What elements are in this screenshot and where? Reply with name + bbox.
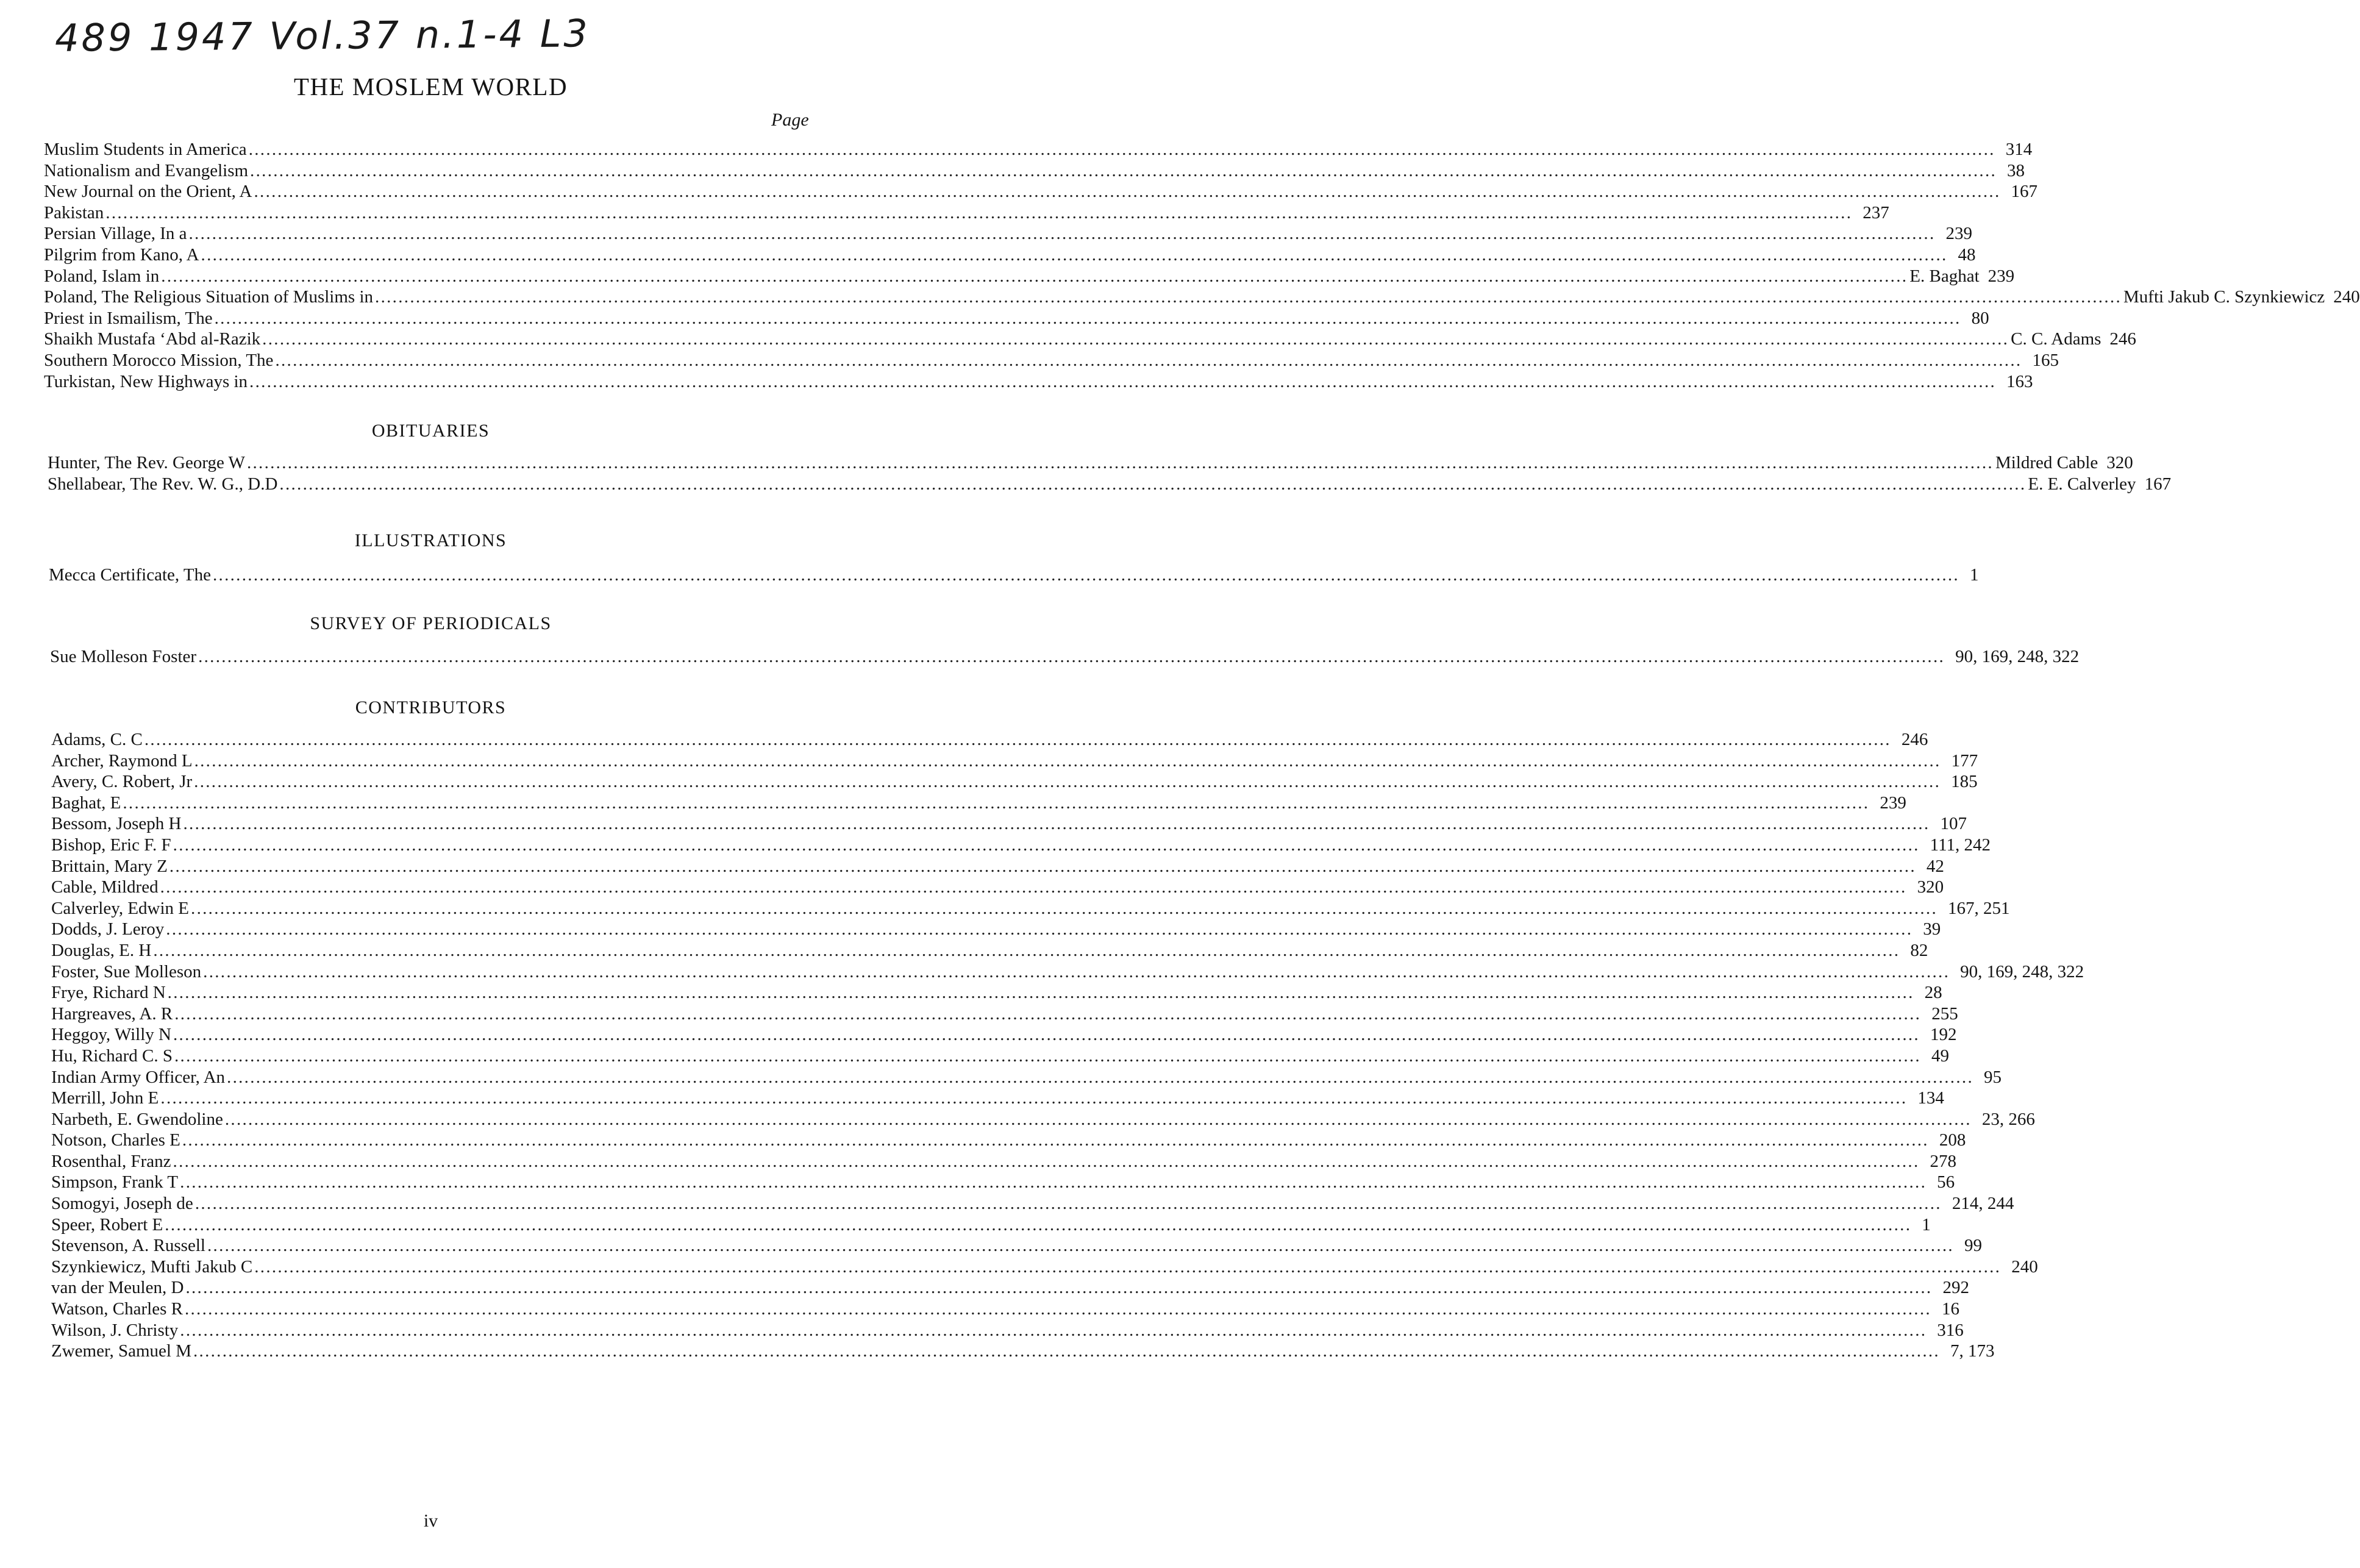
entry-title: Poland, The Religious Situation of Muslims in <box>44 287 374 307</box>
entry-title: Dodds, J. Leroy <box>51 919 165 939</box>
entry-title: Speer, Robert E <box>51 1214 163 1235</box>
entry-page: 167 <box>2144 474 2172 494</box>
leader-dots: ............................................................................................................................................................................................................................................................................................................ <box>183 814 1930 834</box>
entry-title: van der Meulen, D <box>51 1278 184 1298</box>
entry-title: Mecca Certificate, The <box>49 565 211 585</box>
survey-list <box>50 646 2080 668</box>
leader-dots: ............................................................................................................................................................................................................................................................................................................ <box>123 793 1870 813</box>
leader-dots: ............................................................................................................................................................................................................................................................................................................ <box>249 371 1997 391</box>
index-entry <box>50 646 2080 668</box>
entry-page: 48 <box>1958 244 1976 265</box>
leader-dots: ............................................................................................................................................................................................................................................................................................................ <box>105 202 1853 223</box>
leader-dots: ............................................................................................................................................................................................................................................................................................................ <box>153 940 1900 960</box>
leader-dots: ............................................................................................................................................................................................................................................................................................................ <box>173 1025 1920 1045</box>
index-entry <box>44 160 2025 182</box>
leader-dots: ............................................................................................................................................................................................................................................................................................................ <box>250 160 1997 180</box>
obituaries-heading: OBITUARIES <box>371 421 490 441</box>
index-entry <box>51 1193 2014 1214</box>
entry-title: Douglas, E. H <box>51 940 152 960</box>
index-entry <box>44 181 2037 202</box>
index-entry <box>51 1256 2038 1278</box>
entry-title: Priest in Ismailism, The <box>44 308 213 328</box>
index-entry <box>51 1214 1931 1236</box>
leader-dots: ............................................................................................................................................................................................................................................................................................................ <box>201 244 1948 265</box>
entry-title: Shaikh Mustafa ‘Abd al-Razik <box>44 329 261 349</box>
entry-page: 278 <box>1930 1151 1957 1171</box>
entry-title: Pilgrim from Kano, A <box>44 244 199 265</box>
entry-page: 320 <box>2106 453 2133 472</box>
entry-title: Watson, Charles R <box>51 1299 183 1319</box>
entry-author: E. E. Calverley <box>2028 474 2136 494</box>
entry-page: 56 <box>1937 1172 1955 1192</box>
entry-page: 237 <box>1863 202 1889 223</box>
index-entry <box>51 1003 1958 1025</box>
index-entry <box>44 266 2015 287</box>
leader-dots: ............................................................................................................................................................................................................................................................................................................ <box>246 453 1994 472</box>
index-entry <box>51 1109 2035 1130</box>
index-entry <box>51 1130 1966 1151</box>
leader-dots: ............................................................................................................................................................................................................................................................................................................ <box>375 287 2122 307</box>
entry-title: Szynkiewicz, Mufti Jakub C <box>51 1256 253 1277</box>
entry-title: Sue Molleson Foster <box>50 647 197 666</box>
entry-page: 28 <box>1924 983 1942 1003</box>
index-entry <box>51 982 1942 1003</box>
entry-author: E. Baghat <box>1909 266 1980 286</box>
entry-page: 167, 251 <box>1948 898 2010 918</box>
entry-page: 240 <box>2011 1256 2038 1277</box>
index-entry <box>51 1046 1949 1067</box>
entry-title: Persian Village, In a <box>44 224 187 244</box>
entry-page: 107 <box>1940 814 1967 834</box>
contributors-list <box>51 729 2084 1362</box>
index-entry <box>51 1320 1964 1341</box>
index-entry <box>51 919 1941 940</box>
entry-title: Brittain, Mary Z <box>51 856 168 876</box>
index-entry <box>44 329 2136 350</box>
leader-dots: ............................................................................................................................................................................................................................................................................................................ <box>174 1046 1921 1066</box>
leader-dots: ............................................................................................................................................................................................................................................................................................................ <box>184 1299 1931 1319</box>
leader-dots: ............................................................................................................................................................................................................................................................................................................ <box>203 961 1950 982</box>
leader-dots: ............................................................................................................................................................................................................................................................................................................ <box>212 565 1959 585</box>
index-entry <box>44 223 1972 244</box>
entry-title: Notson, Charles E <box>51 1130 180 1150</box>
leader-dots: ............................................................................................................................................................................................................................................................................................................ <box>161 266 1908 286</box>
entry-page: 292 <box>1942 1278 1969 1298</box>
leader-dots: ............................................................................................................................................................................................................................................................................................................ <box>191 898 1938 918</box>
index-entry <box>51 1024 1957 1046</box>
entry-page: 80 <box>1971 308 1989 328</box>
entry-title: Calverley, Edwin E <box>51 898 190 918</box>
index-entry <box>44 371 2033 393</box>
leader-dots: ............................................................................................................................................................................................................................................................................................................ <box>194 772 1941 792</box>
index-entry <box>48 474 2172 495</box>
entry-page: 1 <box>1969 565 1979 585</box>
leader-dots: ............................................................................................................................................................................................................................................................................................................ <box>214 308 1961 328</box>
index-entry <box>51 940 1928 961</box>
index-entry <box>51 1235 1982 1256</box>
index-entry <box>51 1088 1944 1109</box>
leader-dots: ............................................................................................................................................................................................................................................................................................................ <box>207 1236 1954 1256</box>
leader-dots: ............................................................................................................................................................................................................................................................................................................ <box>194 750 1941 771</box>
entry-title: Hu, Richard C. S <box>51 1046 173 1066</box>
leader-dots: ............................................................................................................................................................................................................................................................................................................ <box>198 647 1945 666</box>
entry-title: Foster, Sue Molleson <box>51 961 202 982</box>
index-entry <box>51 729 1928 750</box>
entry-title: Baghat, E <box>51 793 121 813</box>
entry-page: 240 <box>2333 287 2360 307</box>
entry-title: Muslim Students in America <box>44 140 247 159</box>
entry-title: Nationalism and Evangelism <box>44 160 249 180</box>
leader-dots: ............................................................................................................................................................................................................................................................................................................ <box>182 1130 1929 1150</box>
entry-page: 239 <box>1987 266 2015 286</box>
entry-page: 239 <box>1880 793 1906 813</box>
page-column-header: Page <box>771 110 809 130</box>
articles-list <box>44 139 2360 392</box>
entry-title: Wilson, J. Christy <box>51 1320 179 1340</box>
entry-page: 316 <box>1937 1320 1964 1340</box>
entry-author: Mufti Jakub C. Szynkiewicz <box>2123 287 2325 307</box>
leader-dots: ............................................................................................................................................................................................................................................................................................................ <box>160 877 1907 897</box>
entry-page: 192 <box>1930 1025 1957 1045</box>
entry-page: 185 <box>1951 772 1978 792</box>
leader-dots: ............................................................................................................................................................................................................................................................................................................ <box>167 983 1914 1003</box>
index-entry <box>51 856 1944 877</box>
index-entry <box>51 1277 1969 1299</box>
index-entry <box>44 350 2059 371</box>
entry-page: 320 <box>1917 877 1944 897</box>
index-entry <box>44 139 2033 160</box>
leader-dots: ............................................................................................................................................................................................................................................................................................................ <box>262 329 2009 349</box>
entry-page: 1 <box>1922 1214 1931 1235</box>
entry-page: 49 <box>1931 1046 1949 1066</box>
index-entry <box>51 813 1967 835</box>
index-entry <box>51 898 2010 919</box>
entry-page: 255 <box>1931 1003 1958 1024</box>
leader-dots: ............................................................................................................................................................................................................................................................................................................ <box>173 835 1920 855</box>
page-folio: iv <box>423 1511 438 1531</box>
leader-dots: ............................................................................................................................................................................................................................................................................................................ <box>144 730 1891 749</box>
entry-title: Indian Army Officer, An <box>51 1067 226 1087</box>
entry-title: Simpson, Frank T <box>51 1172 179 1192</box>
entry-title: Turkistan, New Highways in <box>44 371 248 391</box>
leader-dots: ............................................................................................................................................................................................................................................................................................................ <box>279 474 2027 494</box>
leader-dots: ............................................................................................................................................................................................................................................................................................................ <box>174 1003 1922 1024</box>
entry-title: Stevenson, A. Russell <box>51 1236 205 1256</box>
index-entry <box>51 793 1906 814</box>
index-entry <box>44 244 1976 266</box>
index-entry <box>51 1172 1955 1193</box>
entry-page: 7, 173 <box>1950 1341 1995 1361</box>
index-entry <box>48 452 2133 474</box>
entry-page: 239 <box>1945 224 1972 244</box>
index-entry <box>51 1067 2002 1088</box>
leader-dots: ............................................................................................................................................................................................................................................................................................................ <box>224 1109 1972 1129</box>
entry-title: Zwemer, Samuel M <box>51 1341 191 1361</box>
entry-title: Pakistan <box>44 202 104 223</box>
leader-dots: ............................................................................................................................................................................................................................................................................................................ <box>169 856 1916 876</box>
leader-dots: ............................................................................................................................................................................................................................................................................................................ <box>254 1256 2002 1277</box>
leader-dots: ............................................................................................................................................................................................................................................................................................................ <box>227 1067 1974 1087</box>
entry-title: Heggoy, Willy N <box>51 1025 171 1045</box>
entry-author: C. C. Adams <box>2011 329 2102 349</box>
index-entry <box>44 287 2360 308</box>
entry-page: 23, 266 <box>1981 1109 2035 1129</box>
leader-dots: ............................................................................................................................................................................................................................................................................................................ <box>254 182 2001 202</box>
entry-page: 95 <box>1984 1067 2002 1087</box>
index-entry <box>51 1341 1995 1362</box>
leader-dots: ............................................................................................................................................................................................................................................................................................................ <box>160 1088 1908 1108</box>
entry-page: 16 <box>1941 1299 1959 1319</box>
leader-dots: ............................................................................................................................................................................................................................................................................................................ <box>165 1214 1912 1235</box>
entry-title: Narbeth, E. Gwendoline <box>51 1109 223 1129</box>
illustrations-list <box>49 565 1979 586</box>
contributors-heading: CONTRIBUTORS <box>355 697 507 718</box>
index-entry <box>44 202 1889 224</box>
entry-page: 134 <box>1917 1088 1944 1108</box>
entry-page: 314 <box>2005 140 2033 159</box>
entry-page: 42 <box>1926 856 1944 876</box>
index-entry <box>51 750 1978 772</box>
entry-page: 163 <box>2006 371 2033 391</box>
entry-page: 99 <box>1964 1236 1982 1256</box>
index-entry <box>51 1299 1959 1320</box>
leader-dots: ............................................................................................................................................................................................................................................................................................................ <box>275 350 2022 370</box>
obituaries-list <box>48 452 2172 494</box>
handwritten-call-number: 489 1947 Vol.37 n.1-4 L3 <box>54 11 591 60</box>
entry-page: 90, 169, 248, 322 <box>1960 961 2084 982</box>
entry-page: 167 <box>2011 182 2037 202</box>
entry-title: Southern Morocco Mission, The <box>44 350 274 370</box>
leader-dots: ............................................................................................................................................................................................................................................................................................................ <box>193 1341 1940 1361</box>
leader-dots: ............................................................................................................................................................................................................................................................................................................ <box>173 1151 1920 1171</box>
survey-heading: SURVEY OF PERIODICALS <box>310 613 552 633</box>
leader-dots: ............................................................................................................................................................................................................................................................................................................ <box>166 919 1913 939</box>
entry-title: Rosenthal, Franz <box>51 1151 171 1171</box>
entry-title: Bishop, Eric F. F <box>51 835 171 855</box>
entry-page: 82 <box>1910 940 1928 960</box>
leader-dots: ............................................................................................................................................................................................................................................................................................................ <box>180 1172 1927 1192</box>
journal-title: THE MOSLEM WORLD <box>293 73 568 101</box>
entry-title: Cable, Mildred <box>51 877 159 897</box>
entry-page: 208 <box>1939 1130 1966 1150</box>
entry-title: Archer, Raymond L <box>51 750 193 771</box>
index-entry <box>51 1151 1957 1172</box>
entry-title: Poland, Islam in <box>44 266 160 286</box>
entry-page: 39 <box>1923 919 1941 939</box>
entry-page: 246 <box>1901 730 1928 749</box>
entry-page: 90, 169, 248, 322 <box>1955 647 2080 666</box>
entry-author: Mildred Cable <box>1995 453 2098 472</box>
leader-dots: ............................................................................................................................................................................................................................................................................................................ <box>185 1278 1933 1298</box>
entry-title: Frye, Richard N <box>51 983 166 1003</box>
index-entry <box>51 961 2084 983</box>
entry-title: Hunter, The Rev. George W <box>48 453 245 472</box>
entry-title: New Journal on the Orient, A <box>44 182 252 202</box>
index-entry <box>51 877 1944 898</box>
entry-title: Shellabear, The Rev. W. G., D.D <box>48 474 278 494</box>
illustrations-heading: ILLUSTRATIONS <box>354 530 507 551</box>
leader-dots: ............................................................................................................................................................................................................................................................................................................ <box>180 1320 1927 1340</box>
index-entry <box>49 565 1979 586</box>
leader-dots: ............................................................................................................................................................................................................................................................................................................ <box>194 1194 1942 1214</box>
index-entry <box>51 771 1978 793</box>
entry-page: 246 <box>2109 329 2136 349</box>
index-entry <box>44 308 1989 329</box>
entry-page: 165 <box>2032 350 2059 370</box>
entry-title: Hargreaves, A. R <box>51 1003 173 1024</box>
entry-page: 214, 244 <box>1952 1194 2014 1214</box>
entry-title: Somogyi, Joseph de <box>51 1194 193 1214</box>
index-entry <box>51 835 1991 856</box>
entry-title: Adams, C. C <box>51 730 143 749</box>
leader-dots: ............................................................................................................................................................................................................................................................................................................ <box>188 224 1936 244</box>
entry-page: 111, 242 <box>1930 835 1991 855</box>
leader-dots: ............................................................................................................................................................................................................................................................................................................ <box>248 140 1995 159</box>
entry-page: 38 <box>2007 160 2025 180</box>
entry-page: 177 <box>1951 750 1978 771</box>
entry-title: Merrill, John E <box>51 1088 159 1108</box>
entry-title: Avery, C. Robert, Jr <box>51 772 193 792</box>
entry-title: Bessom, Joseph H <box>51 814 182 834</box>
